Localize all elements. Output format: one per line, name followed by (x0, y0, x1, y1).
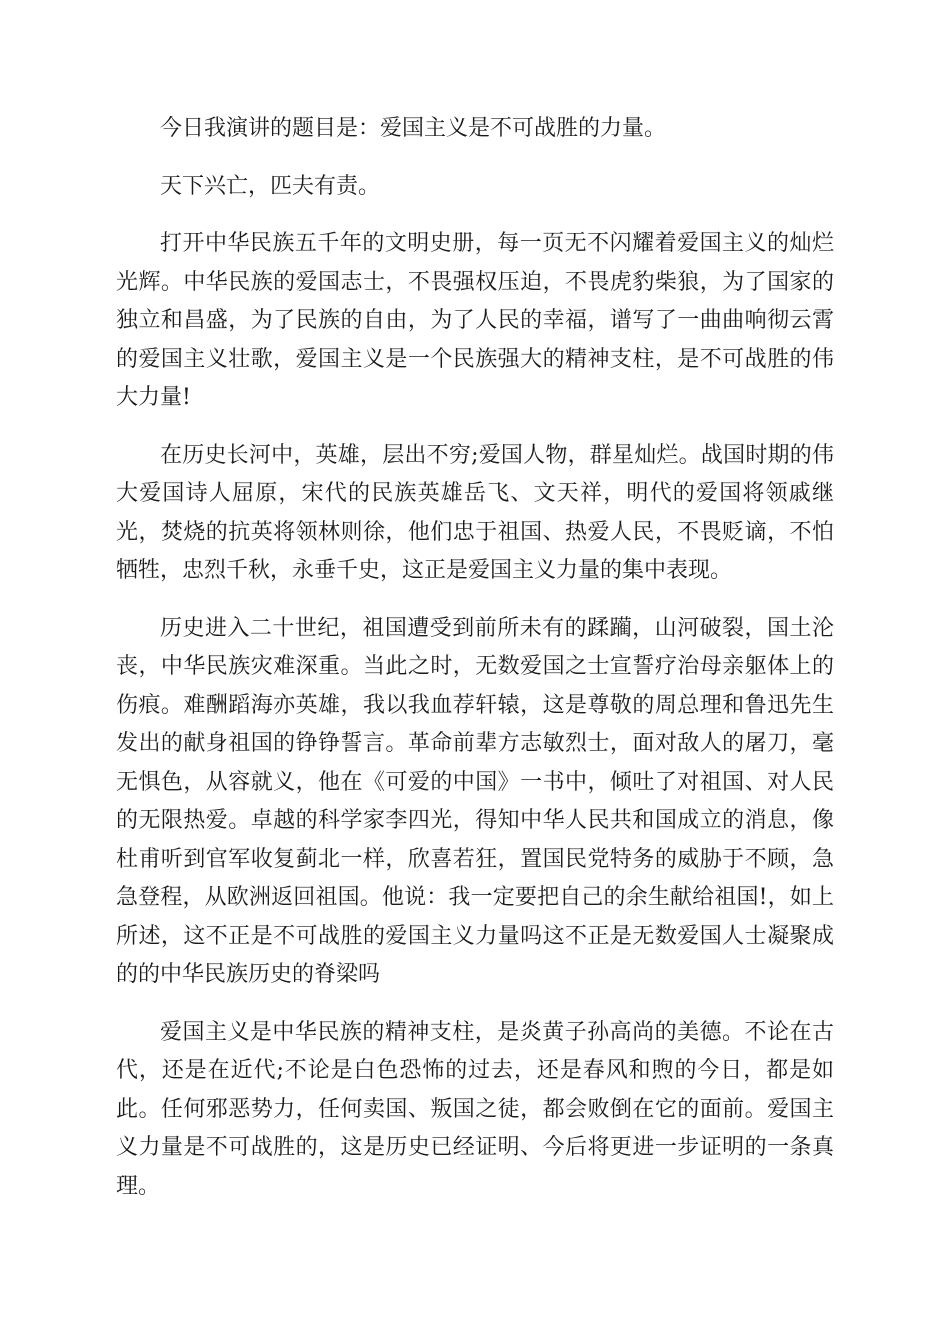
paragraph-twentieth-century: 历史进入二十世纪，祖国遭受到前所未有的蹂躏，山河破裂，国土沦丧，中华民族灾难深重。当此之时，无数爱国之士宣誓疗治母亲躯体上的伤痕。难酬蹈海亦英雄，我以我血荐轩辕，这是尊敬的周总理和鲁迅先生发出的献身祖国的铮铮誓言。革命前辈方志敏烈士，面对敌人的屠刀，毫无惧色，从容就义，他在《可爱的中国》一书中，倾吐了对祖国、对人民的无限热爱。卓越的科学家李四光，得知中华人民共和国成立的消息，像杜甫听到官军收复蓟北一样，欣喜若狂，置国民党特务的威胁于不顾，急急登程，从欧洲返回祖国。他说：我一定要把自己的余生献给祖国!，如上所述，这不正是不可战胜的爱国主义力量吗这不正是无数爱国人士凝聚成的的中华民族历史的脊梁吗 (116, 615, 834, 987)
speech-body (116, 110, 834, 1225)
paragraph-title-line: 今日我演讲的题目是：爱国主义是不可战胜的力量。 (160, 116, 667, 141)
paragraph-heroes: 在历史长河中，英雄，层出不穷;爱国人物，群星灿烂。战国时期的伟大爱国诗人屈原，宋代的民族英雄岳飞、文天祥，明代的爱国将领戚继光，焚烧的抗英将领林则徐，他们忠于祖国、热爱人民，不畏贬谪，不怕牺牲，忠烈千秋，永垂千史，这正是爱国主义力量的集中表现。 (116, 442, 834, 583)
paragraph-civilization: 打开中华民族五千年的文明史册，每一页无不闪耀着爱国主义的灿烂光辉。中华民族的爱国志士，不畏强权压迫，不畏虎豹柴狼，为了国家的独立和昌盛，为了民族的自由，为了人民的幸福，谱写了一曲曲响彻云霄的爱国主义壮歌，爱国主义是一个民族强大的精神支柱，是不可战胜的伟大力量! (116, 231, 834, 410)
paragraph-motto: 天下兴亡，匹夫有责。 (160, 173, 381, 199)
paragraph-conclusion: 爱国主义是中华民族的精神支柱，是炎黄子孙高尚的美德。不论在古代，还是在近代;不论是白色恐怖的过去，还是春风和煦的今日，都是如此。任何邪恶势力，任何卖国、叛国之徒，都会败倒在它的面前。爱国主义力量是不可战胜的，这是历史已经证明、今后将更进一步证明的一条真理。 (116, 1019, 834, 1199)
